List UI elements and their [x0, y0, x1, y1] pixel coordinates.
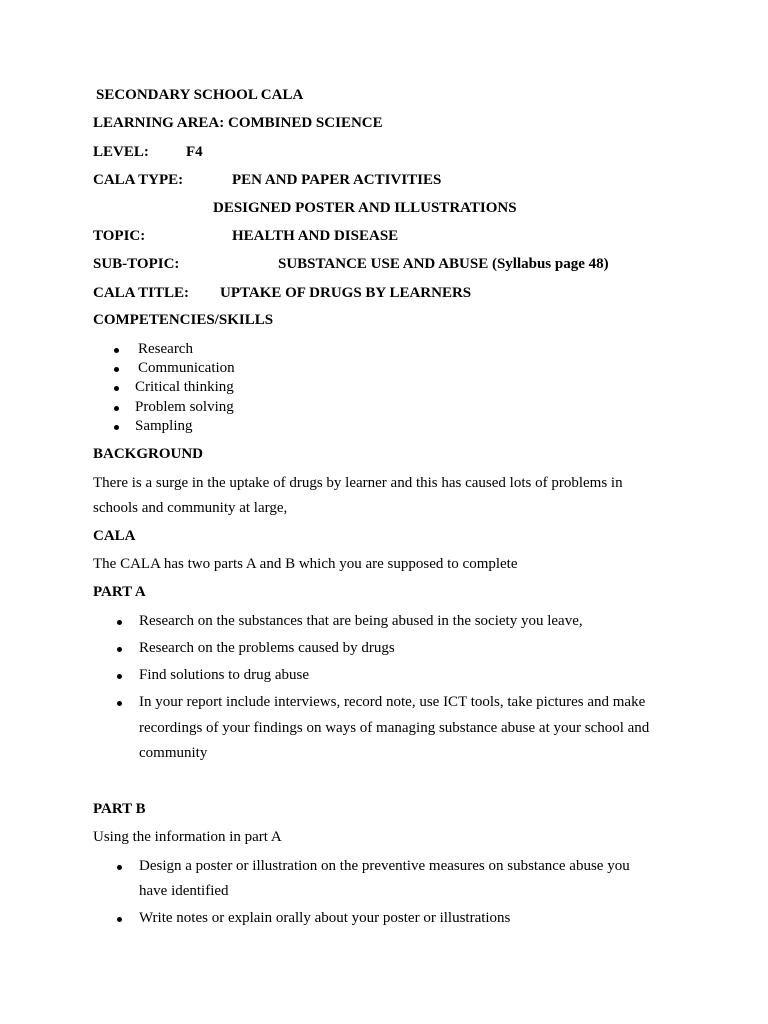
bullet-icon: [114, 406, 119, 411]
competency-item: Problem solving: [135, 399, 234, 415]
cala-title-label: CALA TITLE:: [93, 285, 190, 301]
part-b-item: Design a poster or illustration on the preventive measures on substance abuse you: [139, 858, 630, 874]
bullet-icon: [114, 425, 119, 430]
competency-item: Research: [138, 341, 193, 357]
bullet-icon: [114, 348, 119, 353]
topic-row: [93, 228, 398, 245]
cala-type-value-2: DESIGNED POSTER AND ILLUSTRATIONS: [213, 200, 517, 216]
competencies-heading: COMPETENCIES/SKILLS: [93, 312, 274, 328]
bullet-icon: [117, 647, 122, 652]
part-a-heading: PART A: [93, 584, 146, 600]
topic-label: TOPIC:: [93, 228, 146, 244]
level-label: LEVEL:: [93, 144, 149, 160]
competency-item: Communication: [138, 360, 235, 376]
background-heading: BACKGROUND: [93, 446, 204, 462]
bullet-icon: [117, 917, 122, 922]
part-a-item-continued: recordings of your findings on ways of managing substance abuse at your school and: [139, 720, 650, 736]
bullet-icon: [117, 674, 122, 679]
cala-type-label: CALA TYPE:: [93, 172, 184, 188]
part-a-item: Research on the problems caused by drugs: [139, 640, 395, 656]
bullet-icon: [117, 701, 122, 706]
bullet-icon: [114, 367, 119, 372]
part-b-heading: PART B: [93, 801, 146, 817]
cala-text: The CALA has two parts A and B which you are supposed to complete: [93, 556, 518, 572]
bullet-icon: [117, 865, 122, 870]
competency-item: Sampling: [135, 418, 193, 434]
document-title: SECONDARY SCHOOL CALA: [96, 87, 304, 103]
cala-type-row: [93, 172, 441, 189]
bullet-icon: [117, 620, 122, 625]
cala-title-row: [93, 285, 471, 302]
cala-type-value: PEN AND PAPER ACTIVITIES: [232, 172, 442, 188]
part-b-item: Write notes or explain orally about your poster or illustrations: [139, 910, 511, 926]
part-a-item: In your report include interviews, record note, use ICT tools, take pictures and make: [139, 694, 646, 710]
background-text-line: schools and community at large,: [93, 500, 288, 516]
subtopic-value: SUBSTANCE USE AND ABUSE (Syllabus page 48): [278, 256, 609, 272]
level-value: F4: [186, 144, 203, 160]
subtopic-label: SUB-TOPIC:: [93, 256, 180, 272]
cala-title-value: UPTAKE OF DRUGS BY LEARNERS: [220, 285, 472, 301]
cala-heading: CALA: [93, 528, 136, 544]
part-a-item: Research on the substances that are being abused in the society you leave,: [139, 613, 583, 629]
subtopic-row: [93, 256, 609, 273]
level-row: [93, 144, 203, 161]
bullet-icon: [114, 386, 119, 391]
part-b-item-continued: have identified: [139, 883, 229, 899]
part-b-intro: Using the information in part A: [93, 829, 282, 845]
background-text-line: There is a surge in the uptake of drugs by learner and this has caused lots of problems in: [93, 475, 623, 491]
learning-area: LEARNING AREA: COMBINED SCIENCE: [93, 115, 383, 131]
topic-value: HEALTH AND DISEASE: [232, 228, 399, 244]
competency-item: Critical thinking: [135, 379, 234, 395]
part-a-item-continued: community: [139, 745, 208, 761]
part-a-item: Find solutions to drug abuse: [139, 667, 310, 683]
